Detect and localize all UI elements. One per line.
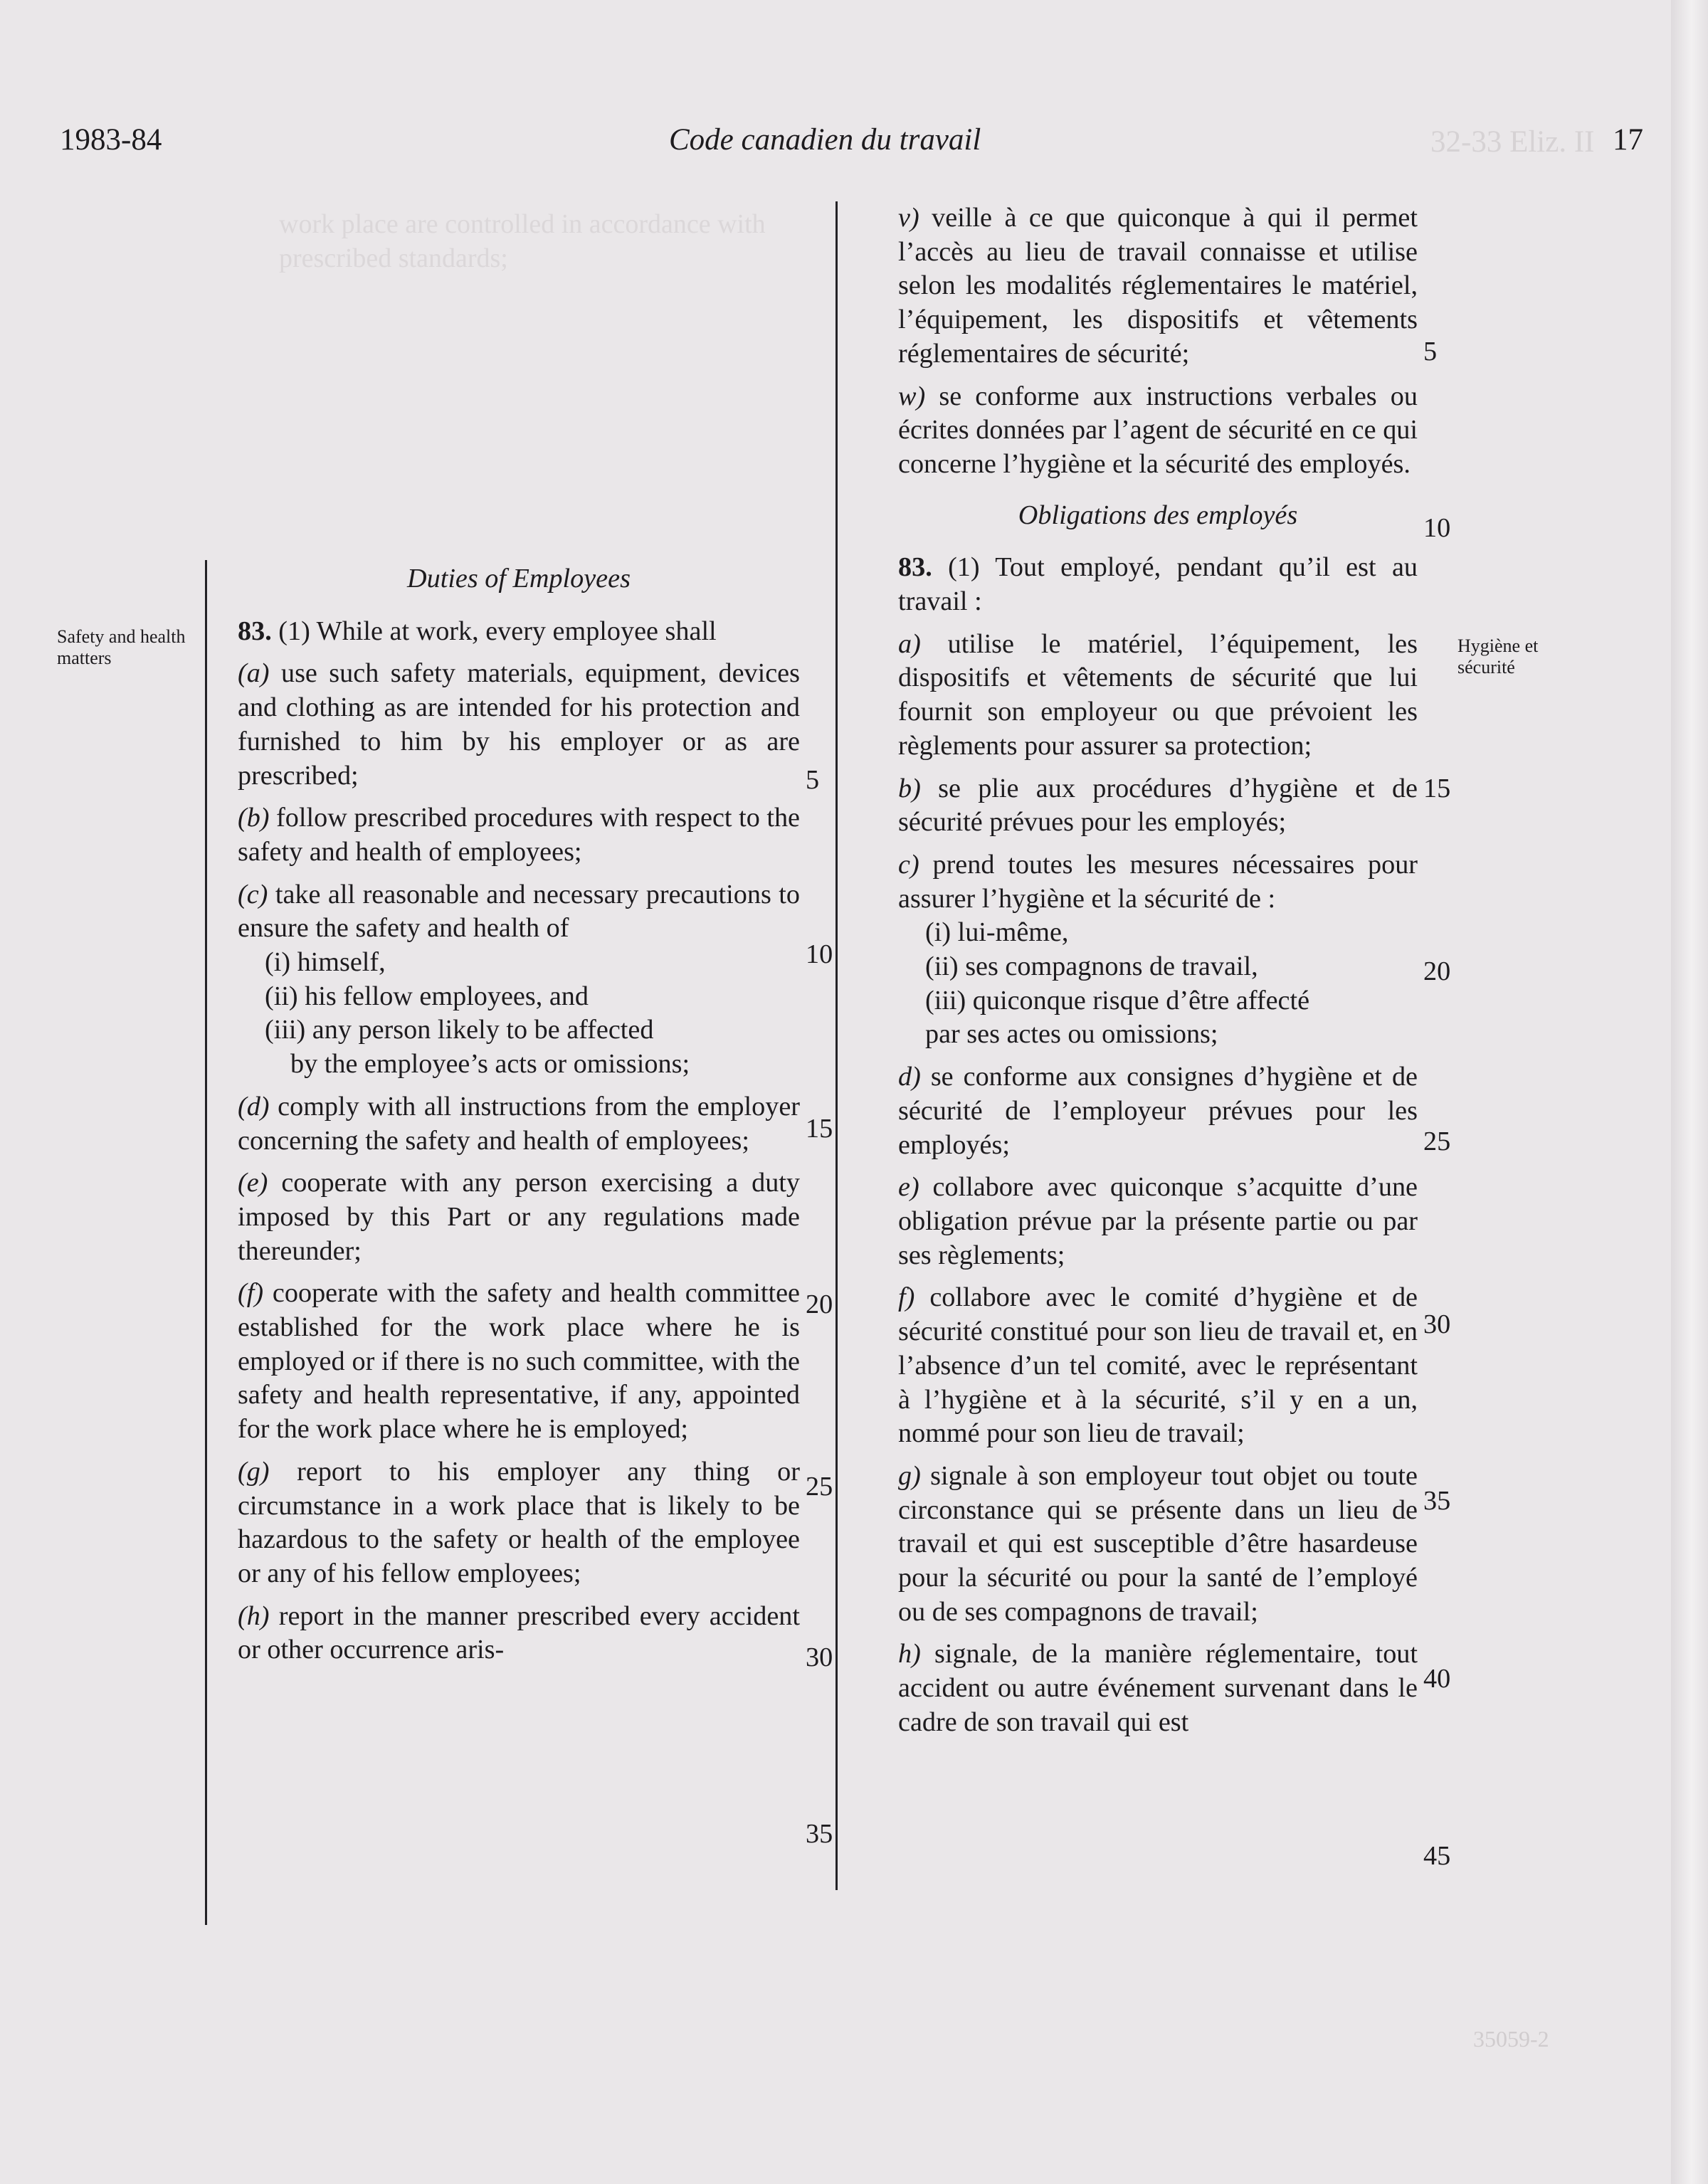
line-number: 35	[806, 1819, 833, 1849]
item-marker: a)	[898, 628, 921, 659]
faded-footer-code: 35059-2	[1473, 2026, 1549, 2052]
english-item-c	[238, 878, 800, 946]
french-item-f	[898, 1281, 1418, 1451]
item-text: comply with all instructions from the employer concerning the safety and health of employees;	[238, 1091, 800, 1156]
item-marker: g)	[898, 1460, 921, 1491]
line-number: 5	[1423, 337, 1438, 366]
french-subitem-continued: par ses actes ou omissions;	[925, 1019, 1218, 1050]
section-number: 83.	[238, 616, 272, 646]
page-edge	[1671, 0, 1708, 2184]
item-marker: (b)	[238, 803, 270, 833]
header-year: 1983-84	[60, 123, 162, 157]
french-item-b	[898, 772, 1418, 840]
margin-note-english: Safety and health matters	[57, 626, 186, 668]
item-text: report in the manner prescribed every accident or other occurrence aris-	[238, 1600, 800, 1665]
french-section-intro	[898, 551, 1418, 618]
line-number: 10	[1423, 513, 1451, 543]
item-marker: (d)	[238, 1091, 270, 1122]
french-item-c	[898, 848, 1418, 916]
header-title: Code canadien du travail	[669, 123, 981, 157]
french-heading: Obligations des employés	[1018, 500, 1298, 530]
item-marker: (h)	[238, 1600, 270, 1631]
item-marker: w)	[898, 381, 926, 411]
line-number: 20	[1423, 956, 1451, 986]
item-marker: f)	[898, 1282, 915, 1313]
item-marker: (a)	[238, 658, 270, 689]
line-number: 10	[806, 939, 833, 969]
english-item-f	[238, 1277, 800, 1447]
item-marker: v)	[898, 203, 919, 233]
english-item-b	[238, 801, 800, 869]
margin-note-french: Hygiène et sécurité	[1457, 635, 1539, 677]
item-marker: (f)	[238, 1278, 264, 1309]
item-text: report to his employer any thing or circumstance in a work place that is likely to be hazardous to the safety or health of the employee or any of his fellow employees;	[238, 1456, 800, 1588]
item-marker: (g)	[238, 1456, 270, 1487]
line-number: 25	[806, 1472, 833, 1502]
item-text: use such safety materials, equipment, devices and clothing as are intended for his protection and furnished to him by his employer or as are prescribed;	[238, 658, 800, 791]
line-number: 15	[1423, 774, 1451, 803]
line-number: 20	[806, 1289, 833, 1319]
item-text: follow prescribed procedures with respect to the safety and health of employees;	[238, 803, 800, 867]
english-subitem: (iii) any person likely to be affected	[265, 1015, 654, 1045]
item-text: signale, de la manière réglementaire, tout accident ou autre événement survenant dans le cadre de son travail qui est	[898, 1639, 1418, 1737]
section-intro-text: (1) Tout employé, pendant qu’il est au travail :	[898, 552, 1418, 617]
item-text: utilise le matériel, l’équipement, les dispositifs et vêtements de sécurité que lui fournit son employeur ou que prévoient les règlements pour assurer sa protection;	[898, 628, 1418, 761]
english-item-g	[238, 1455, 800, 1591]
page-number: 17	[1613, 123, 1643, 157]
item-marker: e)	[898, 1172, 919, 1203]
english-subitem-continued: by the employee’s acts or omissions;	[290, 1049, 690, 1080]
faded-header-citation: 32-33 Eliz. II	[1430, 125, 1595, 159]
french-item-h	[898, 1637, 1418, 1739]
item-text: prend toutes les mesures nécessaires pour assurer l’hygiène et la sécurité de :	[898, 849, 1418, 914]
english-item-e	[238, 1166, 800, 1268]
english-item-a	[238, 657, 800, 793]
item-text: se conforme aux consignes d’hygiène et de sécurité de l’employeur prévues pour les employés;	[898, 1062, 1418, 1160]
french-item-d	[898, 1060, 1418, 1162]
english-heading: Duties of Employees	[407, 564, 631, 594]
french-item-v	[898, 201, 1418, 371]
bleed-through-text: work place are controlled in accordance with prescribed standards;	[279, 209, 766, 273]
french-subitem: (iii) quiconque risque d’être affecté	[925, 985, 1310, 1015]
item-text: cooperate with any person exercising a duty imposed by this Part or any regulations made thereunder;	[238, 1168, 800, 1266]
english-item-d	[238, 1090, 800, 1158]
english-subitem: (ii) his fellow employees, and	[265, 981, 589, 1011]
french-subitem: (ii) ses compagnons de travail,	[925, 951, 1258, 982]
column-divider	[835, 201, 838, 1890]
item-marker: h)	[898, 1639, 921, 1669]
item-text: take all reasonable and necessary precautions to ensure the safety and health of	[238, 879, 800, 944]
english-subitem: (i) himself,	[265, 947, 386, 978]
line-number: 35	[1423, 1486, 1451, 1516]
french-subitem: (i) lui-même,	[925, 917, 1069, 948]
french-item-a	[898, 628, 1418, 764]
line-number: 45	[1423, 1841, 1451, 1871]
french-item-g	[898, 1460, 1418, 1630]
french-item-e	[898, 1171, 1418, 1272]
english-section-intro	[238, 615, 800, 649]
section-number: 83.	[898, 552, 932, 583]
item-marker: c)	[898, 849, 919, 880]
item-text: signale à son employeur tout objet ou toute circonstance qui se présente dans un lieu de travail et qui est susceptible d’être hasardeuse pour la sécurité ou pour la santé de l’employé ou de ses compagnons de travail;	[898, 1460, 1418, 1627]
item-text: cooperate with the safety and health committee established for the work place where he is employed or if there is no such committee, with the safety and health representative, if any, appointed for the work place where he is employed;	[238, 1278, 800, 1445]
item-text: collabore avec le comité d’hygiène et de sécurité constitué pour son lieu de travail et, en l’absence d’un tel comité, avec le représentant à l’hygiène et à la sécurité, s’il y en a un, nommé pour son lieu de travail;	[898, 1282, 1418, 1449]
item-text: se plie aux procédures d’hygiène et de sécurité prévues pour les employés;	[898, 773, 1418, 838]
left-margin-rule	[205, 560, 207, 1925]
line-number: 25	[1423, 1127, 1451, 1156]
line-number: 5	[806, 765, 820, 795]
line-number: 30	[1423, 1309, 1451, 1339]
item-marker: b)	[898, 773, 921, 803]
french-column	[898, 201, 1418, 1748]
line-number: 15	[806, 1114, 833, 1144]
french-item-w	[898, 380, 1418, 482]
item-text: collabore avec quiconque s’acquitte d’une obligation prévue par la présente partie ou par ses règlements;	[898, 1172, 1418, 1270]
item-text: se conforme aux instructions verbales ou écrites données par l’agent de sécurité en ce qui concerne l’hygiène et la sécurité des employés.	[898, 381, 1418, 479]
english-column	[238, 206, 800, 1676]
item-marker: d)	[898, 1062, 921, 1092]
section-intro-text: (1) While at work, every employee shall	[271, 616, 717, 646]
item-marker: (e)	[238, 1168, 268, 1198]
item-marker: (c)	[238, 879, 268, 909]
line-number: 30	[806, 1642, 833, 1672]
item-text: veille à ce que quiconque à qui il permet l’accès au lieu de travail connaisse et utilise selon les modalités réglementaires le matériel, l’équipement, les dispositifs et vêtements réglementaires de sécurité;	[898, 203, 1418, 369]
english-item-h	[238, 1600, 800, 1667]
line-number: 40	[1423, 1664, 1451, 1694]
